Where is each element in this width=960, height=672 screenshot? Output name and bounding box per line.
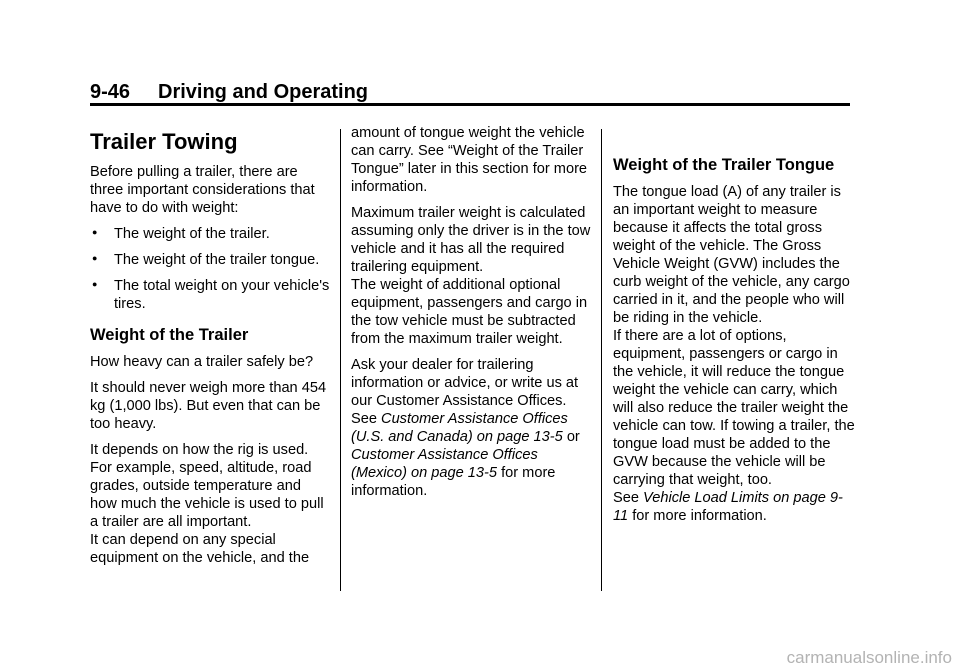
- cross-reference-link[interactable]: Customer Assistance Offices (U.S. and Canada) on page 13-5: [351, 411, 568, 445]
- list-item: [90, 225, 330, 243]
- intro-paragraph: Before pulling a trailer, there are three important considerations that have to do with weight:: [90, 164, 315, 216]
- paragraph: If there are a lot of options, equipment, passengers or cargo in the vehicle, it will reduce the tongue weight the vehicle can carry, which will also reduce the trailer weight the vehicle can tow. If towing a trailer, the tongue load must be added to the GVW because the vehicle will be carrying that weight, too.: [613, 328, 855, 488]
- paragraph: The tongue load (A) of any trailer is an important weight to measure because it affects the total gross weight of the vehicle. The Gross Vehicle Weight (GVW) includes the curb weight of the vehicle, any cargo carried in it, and the people who will be riding in the vehicle.: [613, 184, 850, 326]
- page-header: [90, 80, 368, 104]
- paragraph-text: for more information.: [628, 508, 767, 524]
- bullet-icon: ●: [92, 227, 98, 237]
- column-divider: [601, 129, 602, 591]
- column-3: [613, 155, 858, 533]
- paragraph: It can depend on any special equipment on the vehicle, and the: [90, 532, 310, 566]
- list-item-text: The total weight on your vehicle's tires.: [114, 278, 330, 312]
- article-title: Trailer Towing: [90, 129, 238, 154]
- paragraph: [613, 489, 858, 525]
- paragraph-text: or: [562, 429, 580, 445]
- column-1: [90, 129, 330, 575]
- header-rule: [90, 103, 850, 106]
- paragraph: It depends on how the rig is used. For example, speed, altitude, road grades, outside temperature and how much the vehicle is used to pull a trailer are all important.: [90, 442, 324, 530]
- list-item: [90, 251, 330, 269]
- paragraph: Maximum trailer weight is calculated assuming only the driver is in the tow vehicle and it has all the required trailering equipment.: [351, 205, 591, 275]
- paragraph-text: for more information.: [351, 465, 556, 499]
- cross-reference-link[interactable]: Vehicle Load Limits on page 9-11: [613, 490, 843, 524]
- paragraph: It should never weigh more than 454 kg (1,000 lbs). But even that can be too heavy.: [90, 380, 327, 432]
- list-item: [90, 277, 330, 313]
- paragraph: amount of tongue weight the vehicle can carry. See “Weight of the Trailer Tongue” later in this section for more information.: [351, 125, 588, 195]
- page-number: 9-46: [90, 81, 131, 103]
- column-divider: [340, 129, 341, 591]
- list-item-text: The weight of the trailer.: [114, 226, 270, 242]
- paragraph: The weight of additional optional equipment, passengers and cargo in the tow vehicle must be subtracted from the maximum trailer weight.: [351, 277, 588, 347]
- subheading-tongue-weight: Weight of the Trailer Tongue: [613, 156, 835, 174]
- watermark: carmanualsonline.info: [786, 648, 952, 667]
- subheading-trailer-weight: Weight of the Trailer: [90, 326, 249, 344]
- section-title: Driving and Operating: [158, 81, 369, 103]
- cross-reference-link[interactable]: Customer Assistance Offices (Mexico) on page 13-5: [351, 447, 538, 481]
- paragraph: How heavy can a trailer safely be?: [90, 354, 314, 370]
- paragraph-text: Ask your dealer for trailering information or advice, or write us at our Customer Assistance Offices. See: [351, 357, 579, 427]
- bullet-icon: ●: [92, 253, 98, 263]
- paragraph-text: See: [613, 490, 644, 506]
- list-item-text: The weight of the trailer tongue.: [114, 252, 320, 268]
- column-2: [351, 124, 593, 508]
- paragraph: [351, 356, 593, 500]
- bullet-list: [90, 225, 330, 313]
- bullet-icon: ●: [92, 279, 98, 289]
